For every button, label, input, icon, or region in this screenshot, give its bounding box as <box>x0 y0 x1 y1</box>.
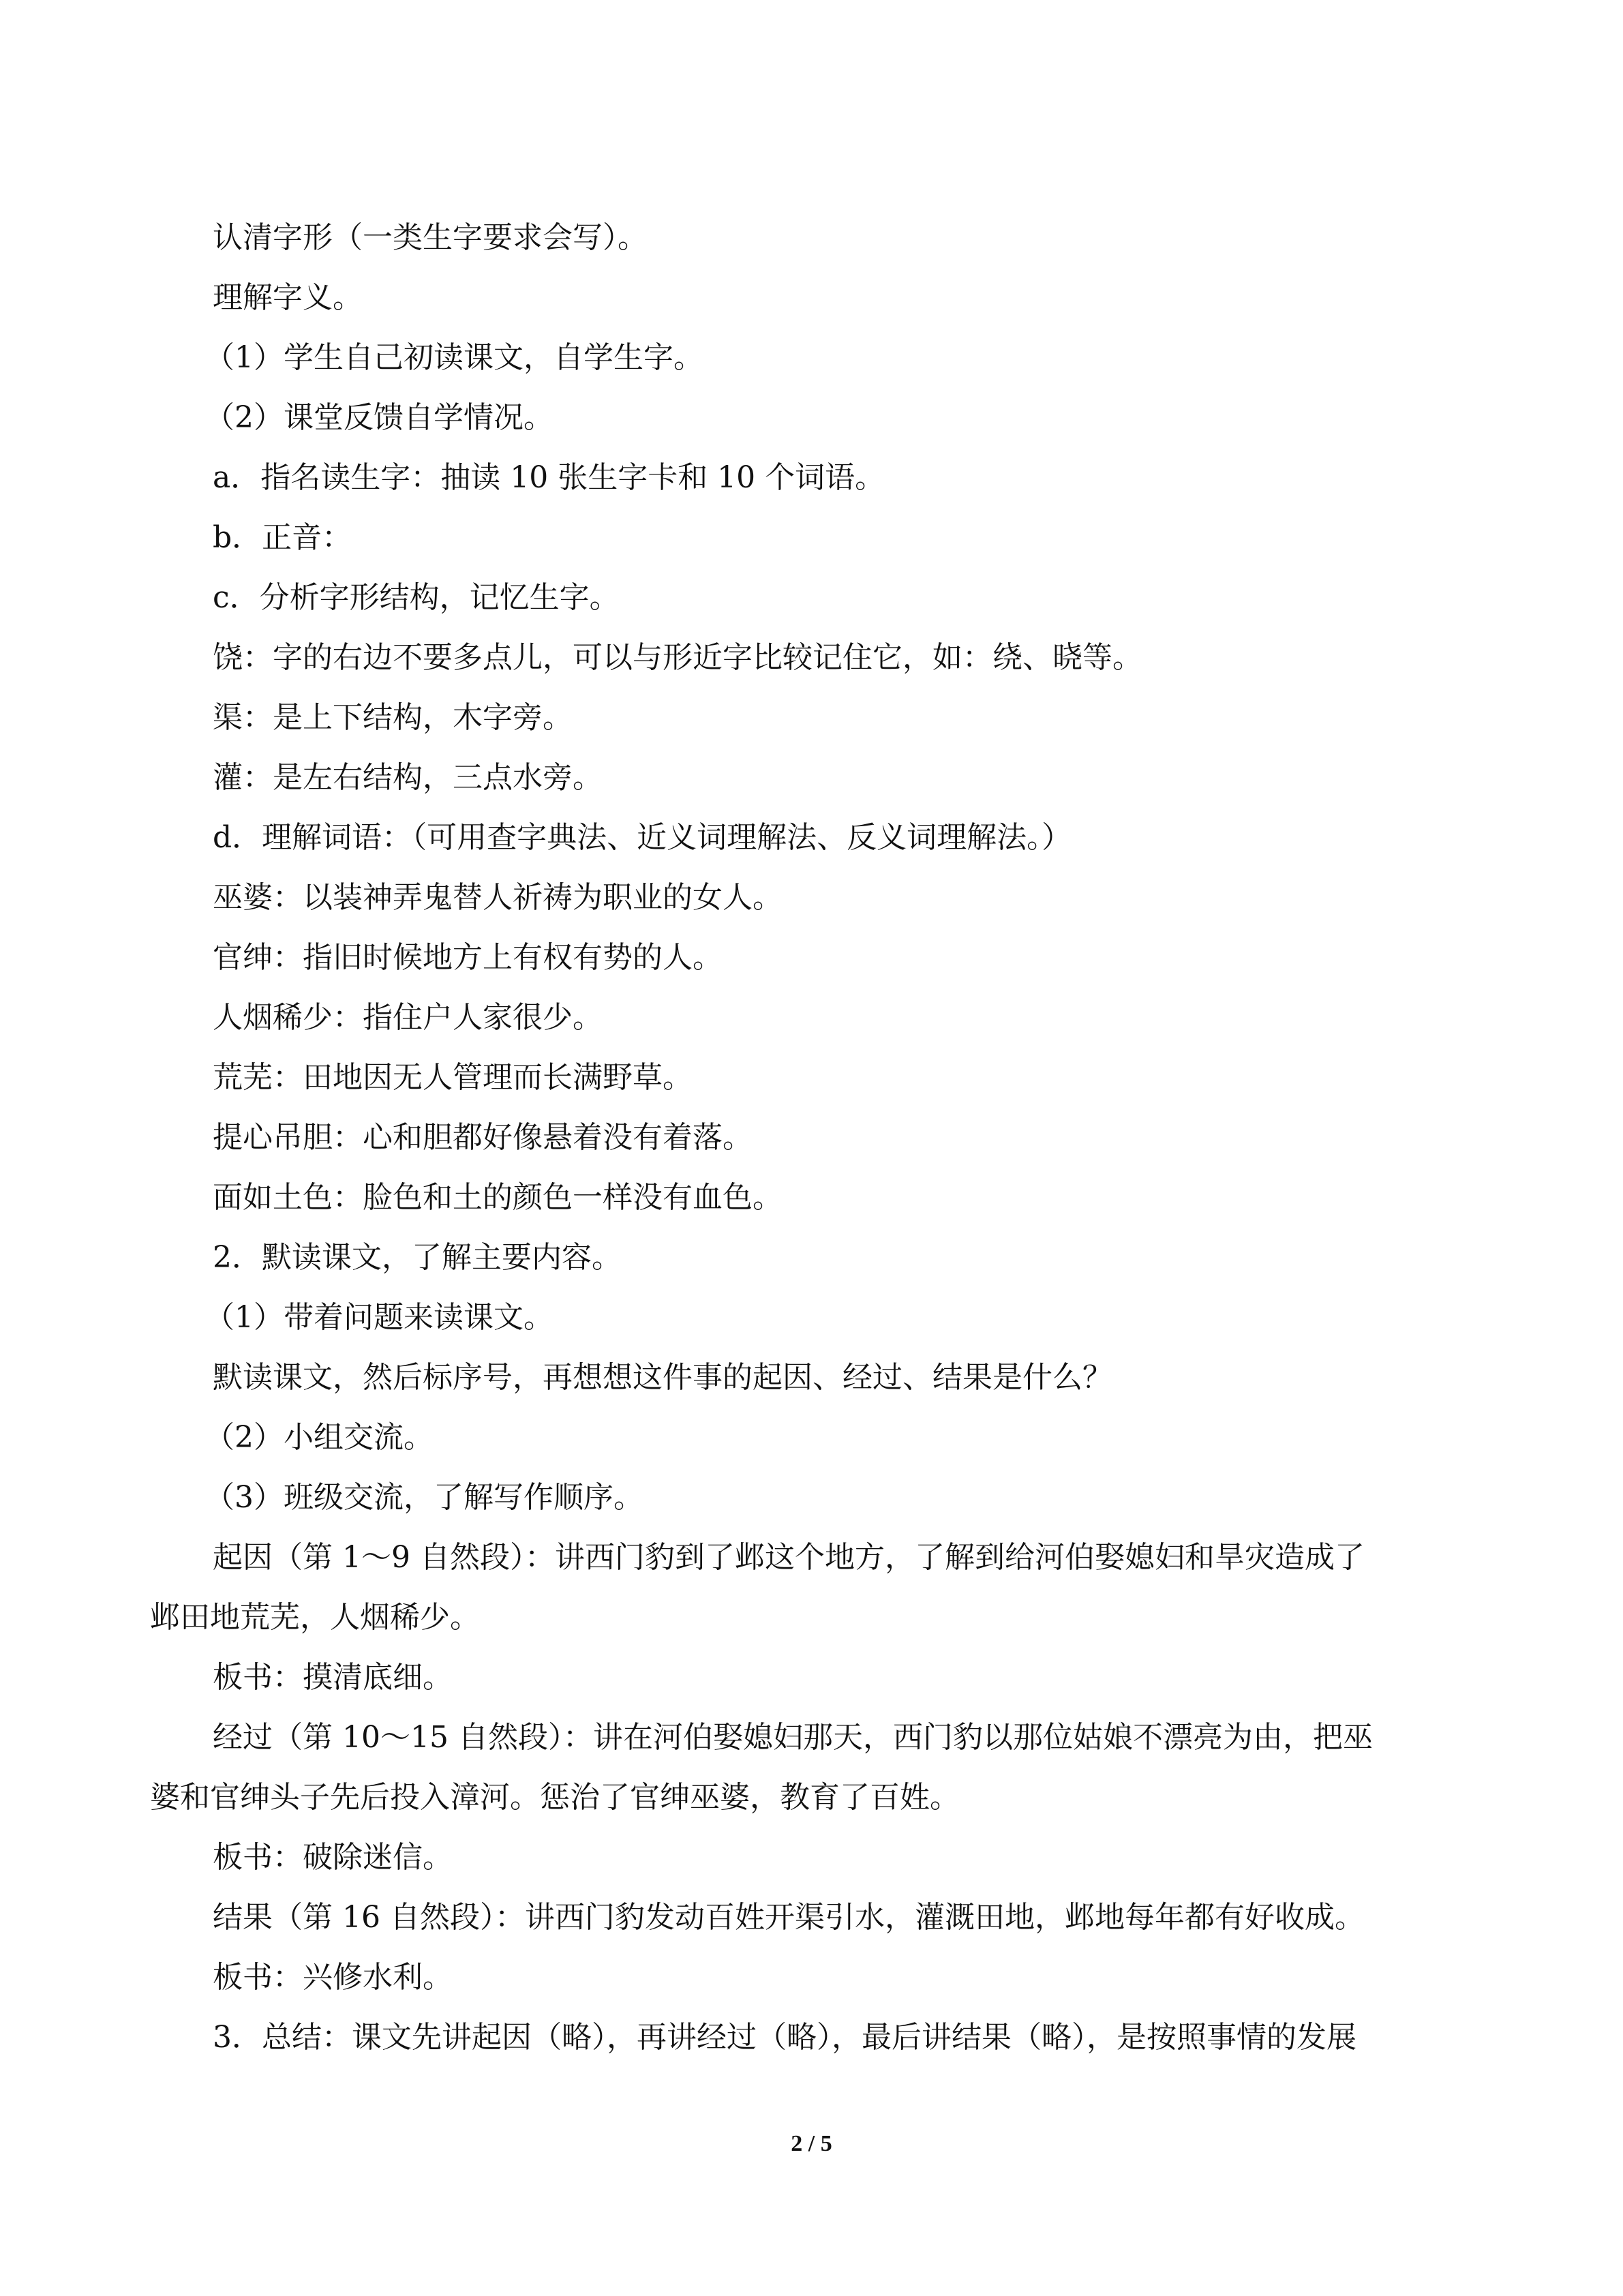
page-indicator: 2 / 5 <box>791 2131 832 2156</box>
paragraph-line: c．分析字形结构，记忆生字。 <box>213 580 620 615</box>
paragraph-line: 经过（第 10～15 自然段）：讲在河伯娶媳妇那天，西门豹以那位姑娘不漂亮为由，把巫 <box>213 1720 1373 1755</box>
document-body <box>136 208 1472 2068</box>
paragraph-line: 默读课文，然后标序号，再想想这件事的起因、经过、结果是什么？ <box>213 1360 1112 1395</box>
paragraph-line: 3．总结：课文先讲起因（略），再讲经过（略），最后讲结果（略），是按照事情的发展 <box>213 2020 1356 2055</box>
paragraph-line: b．正音： <box>213 520 352 555</box>
paragraph-line: 饶：字的右边不要多点儿，可以与形近字比较记住它，如：绕、晓等。 <box>213 640 1142 675</box>
paragraph-line: 提心吊胆：心和胆都好像悬着没有着落。 <box>213 1120 753 1155</box>
paragraph-line: d．理解词语：（可用查字典法、近义词理解法、反义词理解法。） <box>213 820 1072 855</box>
paragraph-line: （3）班级交流，了解写作顺序。 <box>204 1480 643 1515</box>
paragraph-line: 2．默读课文，了解主要内容。 <box>213 1240 622 1275</box>
paragraph-line: 灌：是左右结构，三点水旁。 <box>213 760 603 795</box>
paragraph-line: 结果（第 16 自然段）：讲西门豹发动百姓开渠引水，灌溉田地，邺地每年都有好收成。 <box>213 1900 1365 1935</box>
paragraph-line: 板书：摸清底细。 <box>213 1660 453 1695</box>
paragraph-line: 荒芜：田地因无人管理而长满野草。 <box>213 1060 693 1095</box>
paragraph-line: 巫婆：以装神弄鬼替人祈祷为职业的女人。 <box>213 880 783 915</box>
paragraph-line: 认清字形（一类生字要求会写）。 <box>213 220 648 255</box>
paragraph-line: 板书：兴修水利。 <box>213 1960 453 1995</box>
paragraph-line: （2）课堂反馈自学情况。 <box>204 400 553 435</box>
paragraph-line: （2）小组交流。 <box>204 1420 434 1455</box>
paragraph-line: （1）带着问题来读课文。 <box>204 1300 553 1335</box>
paragraph-line: 人烟稀少：指住户人家很少。 <box>213 1000 603 1035</box>
paragraph-line: 板书：破除迷信。 <box>213 1840 453 1875</box>
paragraph-line: 面如土色：脸色和土的颜色一样没有血色。 <box>213 1180 783 1215</box>
paragraph-line: 理解字义。 <box>213 280 363 315</box>
paragraph-line: a．指名读生字：抽读 10 张生字卡和 10 个词语。 <box>213 460 885 495</box>
paragraph-line: 官绅：指旧时候地方上有权有势的人。 <box>213 940 723 975</box>
paragraph-line: （1）学生自己初读课文，自学生字。 <box>204 340 703 375</box>
paragraph-line: 婆和官绅头子先后投入漳河。惩治了官绅巫婆，教育了百姓。 <box>150 1780 960 1815</box>
paragraph-line: 邺田地荒芜，人烟稀少。 <box>150 1600 480 1635</box>
paragraph-line: 渠：是上下结构，木字旁。 <box>213 700 573 735</box>
paragraph-line: 起因（第 1～9 自然段）：讲西门豹到了邺这个地方，了解到给河伯娶媳妇和旱灾造成了 <box>213 1540 1365 1575</box>
